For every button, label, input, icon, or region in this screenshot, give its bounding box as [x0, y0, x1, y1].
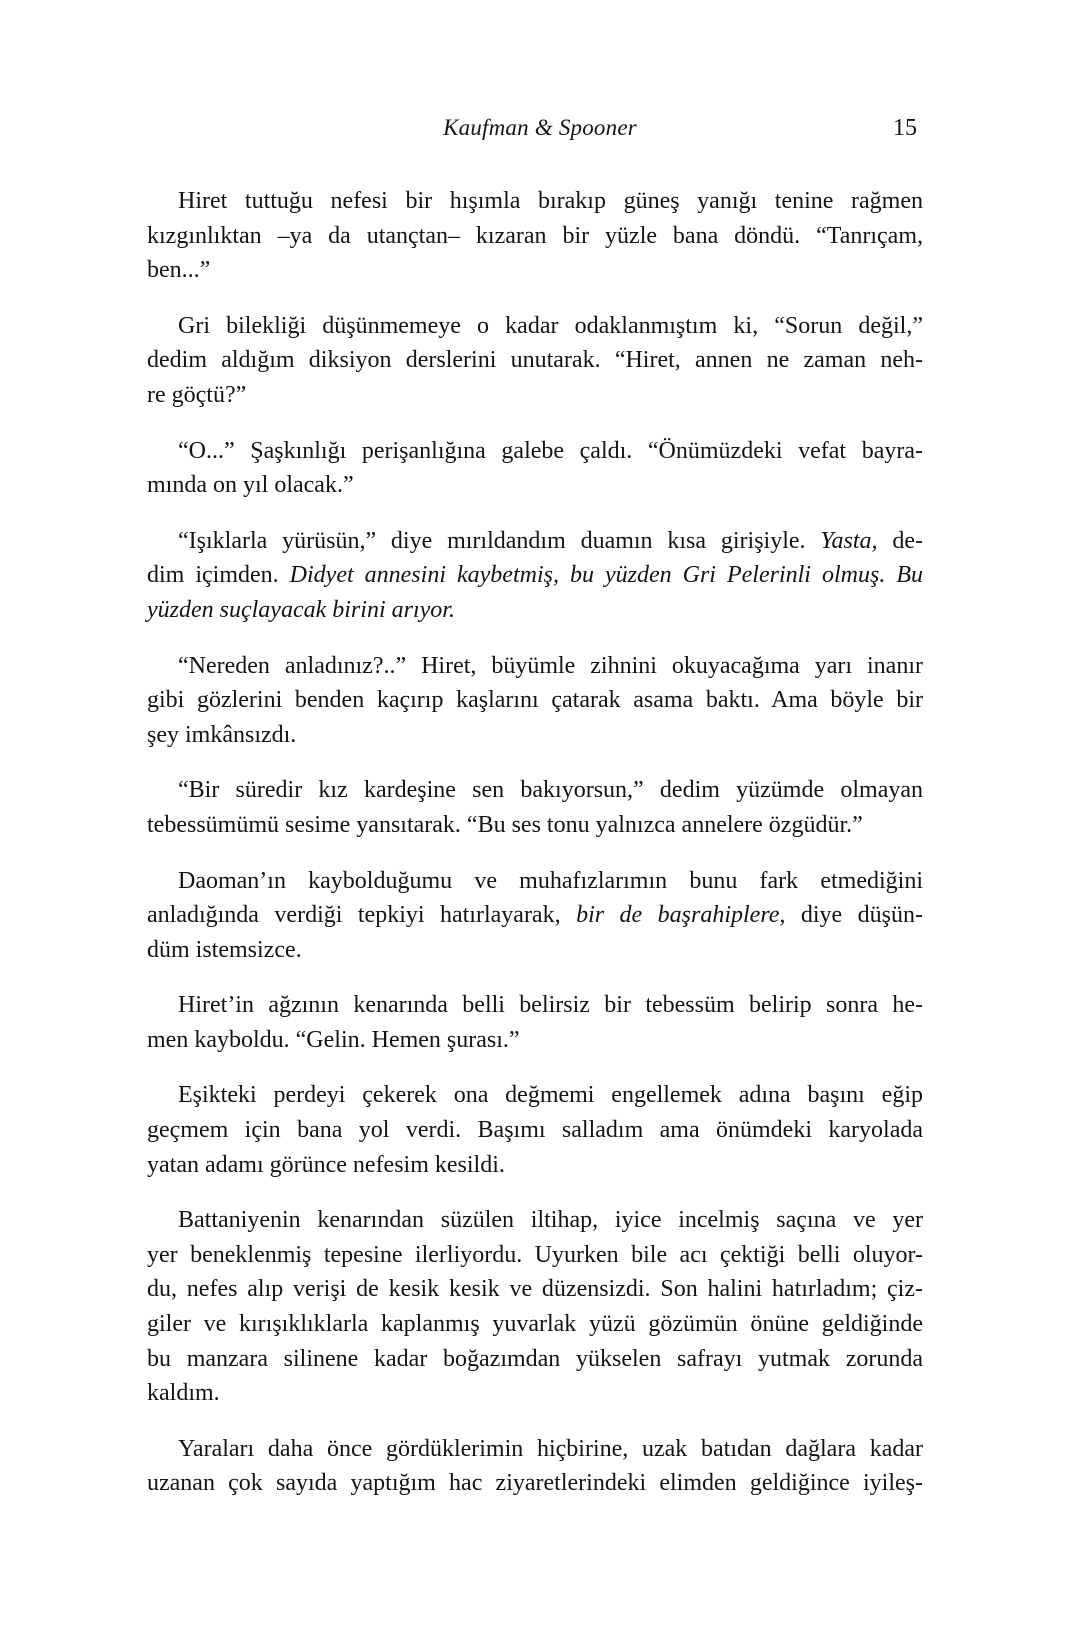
text-line: Eşikteki perdeyi çekerek ona değmemi engellemek adına başını eğip	[178, 1082, 923, 1109]
text-line: Hiret’in ağzının kenarında belli belirsiz bir tebessüm belirip sonra he-	[178, 992, 923, 1019]
italic-run: Didyet annesini kaybetmiş, bu yüzden Gri Pelerinli olmuş. Bu	[289, 562, 923, 589]
text-line: mında on yıl olacak.”	[147, 472, 354, 499]
italic-run: yüzden suçlayacak birini arıyor.	[147, 596, 455, 623]
text-line: Battaniyenin kenarından süzülen iltihap, iyice incelmiş saçına ve yer	[178, 1207, 923, 1234]
text-line: dedim aldığım diksiyon derslerini unutarak. “Hiret, annen ne zaman neh-	[147, 347, 923, 374]
text-line: Daoman’ın kaybolduğumu ve muhafızlarımın bunu fark etmediğini	[178, 867, 923, 894]
text-line	[147, 524, 923, 559]
text-line: Gri bilekliği düşünmemeye o kadar odaklanmıştım ki, “Sorun değil,”	[178, 312, 923, 339]
text-run: “Işıklarla yürüsün,” diye mırıldandım duamın kısa girişiyle.	[178, 527, 806, 554]
text-line: Yaraları daha önce gördüklerimin hiçbirine, uzak batıdan dağlara kadar	[178, 1435, 923, 1462]
paragraph	[147, 524, 923, 628]
paragraph	[147, 864, 923, 968]
paragraph	[147, 649, 923, 753]
text-line: uzanan çok sayıda yaptığım hac ziyaretlerindeki elimden geldiğince iyileş-	[147, 1470, 923, 1497]
text-line: düm istemsizce.	[147, 936, 302, 963]
text-line: yatan adamı görünce nefesim kesildi.	[147, 1151, 505, 1178]
text-line: kızgınlıktan –ya da utançtan– kızaran bir yüzle bana döndü. “Tanrıçam,	[147, 222, 923, 249]
paragraph	[147, 1078, 923, 1182]
paragraph	[147, 184, 923, 288]
text-line: yer beneklenmiş tepesine ilerliyordu. Uyurken bile acı çektiği belli oluyor-	[147, 1241, 923, 1268]
paragraph	[147, 773, 923, 842]
text-line: kaldım.	[147, 1380, 220, 1407]
text-line	[147, 593, 923, 628]
page-number: 15	[893, 115, 917, 141]
paragraph	[147, 1203, 923, 1411]
text-line: du, nefes alıp verişi de kesik kesik ve düzensizdi. Son halini hatırladım; çiz-	[147, 1276, 923, 1303]
text-line	[147, 558, 923, 593]
text-line: “Nereden anladınız?..” Hiret, büyümle zihnini okuyacağıma yarı inanır	[178, 652, 923, 679]
text-run: anladığında verdiği tepkiyi hatırlayarak,	[147, 902, 561, 929]
text-line: re göçtü?”	[147, 381, 247, 408]
text-run: dim içimden.	[147, 562, 279, 589]
text-line: men kayboldu. “Gelin. Hemen şurası.”	[147, 1026, 520, 1053]
text-line: şey imkânsızdı.	[147, 721, 297, 748]
text-line: ben...”	[147, 257, 211, 284]
text-line: geçmem için bana yol verdi. Başımı salladım ama önümdeki karyolada	[147, 1117, 923, 1144]
paragraph	[147, 434, 923, 503]
paragraph	[147, 988, 923, 1057]
text-line: Hiret tuttuğu nefesi bir hışımla bırakıp güneş yanığı tenine rağmen	[178, 188, 923, 214]
text-line: “Bir süredir kız kardeşine sen bakıyorsun,” dedim yüzümde olmayan	[178, 777, 923, 804]
paragraph	[147, 309, 923, 413]
text-line: “O...” Şaşkınlığı perişanlığına galebe çaldı. “Önümüzdeki vefat bayra-	[178, 437, 923, 464]
paragraph	[147, 1432, 923, 1501]
running-title: Kaufman & Spooner	[443, 115, 637, 140]
body-text	[147, 184, 923, 1522]
text-line: bu manzara silinene kadar boğazımdan yükselen safrayı yutmak zorunda	[147, 1345, 923, 1372]
text-line: giler ve kırışıklıklarla kaplanmış yuvarlak yüzü gözümün önüne geldiğinde	[147, 1311, 923, 1338]
text-line	[147, 898, 923, 933]
text-line: tebessümümü sesime yansıtarak. “Bu ses tonu yalnızca annelere özgüdür.”	[147, 811, 863, 838]
running-head	[0, 113, 1080, 147]
text-run: de-	[892, 527, 924, 554]
italic-run: Yasta,	[820, 527, 878, 554]
text-line: gibi gözlerini benden kaçırıp kaşlarını çatarak asama baktı. Ama böyle bir	[147, 687, 923, 714]
italic-run: bir de başrahiplere,	[576, 902, 786, 929]
text-run: diye düşün-	[800, 902, 924, 929]
